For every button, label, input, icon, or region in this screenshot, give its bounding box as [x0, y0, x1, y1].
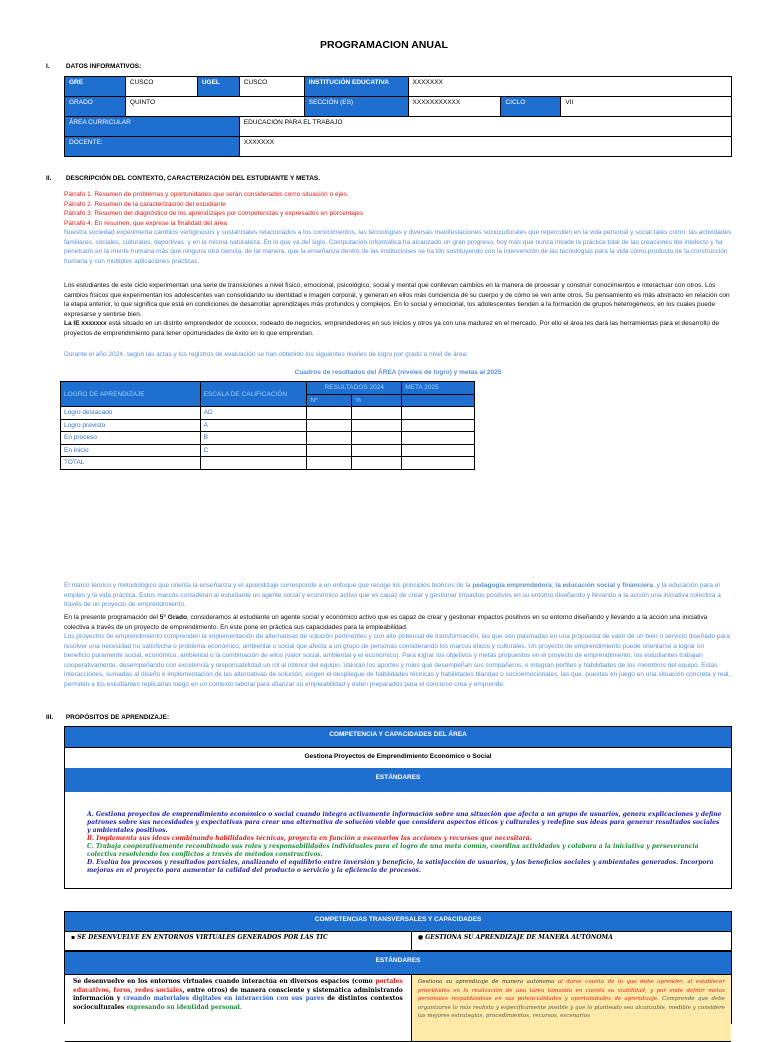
escala-cell: A	[200, 419, 307, 432]
info-table	[64, 76, 732, 157]
tic-text: Se desenvuelve en los entornos virtuales cuando interactúa en diversos espacios (como	[73, 978, 376, 985]
marco-paragraph-3: Los proyectos de emprendimiento comprenden la implementación de alternativas de solución pertinentes y con alto potencial de transformación, las que son plasmadas en una propuesta de valor de un bien o servicio diseñado para resolver una necesidad no satisfecha o problema económico, ambiental o social que afecta a un grupo de personas considerando los marcos éticos y culturales. Un proyecto de emprendimiento puede orientarse a lograr un beneficio puramente social, económico, ambiental o la combinación de ellos (valor social, ambiental y el económico). Para lograr los objetivos y metas propuestos en el proyecto de emprendimiento, los estudiantes trabajan cooperativamente, desempeñando con excelencia y responsabilidad un rol al interior del equipo. Valoran los aportes y roles que desempeñan sus compañeros, e integran perfiles y habilidades de los miembros del equipo. Estas interacciones, sumadas al diseño e implementación de las alternativas de solución, exigen el despliegue de habilidades técnicas y habilidades blandas o socioemocionales, las que, puestas en juego en una situación concreta y real, permiten a los estudiantes replicarlas luego en un contexto laboral para afianzar su empleabilidad y estén preparados para el concurso crea y emprende.	[64, 633, 731, 688]
logro-cell: En proceso	[61, 432, 201, 445]
logro-cell: TOTAL	[61, 457, 201, 470]
grado-label: GRADO	[65, 97, 126, 117]
section-3-heading	[46, 714, 169, 721]
standard-item	[87, 859, 723, 875]
standard-text: Trabaja cooperativamente recombinado sus roles y responsabilidades individuales para el logro de una meta común, coordina actividades y colabora a la iniciativa y perseverancia colectiva resolviendo los conflictos a través de métodos constructivos.	[87, 843, 699, 858]
school-text: está situado en un distrito emprendedor de xxxxxxx, rodeado de negocios, emprendedores en sus inicios y otros ya con una madurez en el mercado. Por ello el área les dará las herramientas para el desarrollo de proyectos de emprendimiento para tener oportunidades de éxito en lo que emprendan.	[64, 320, 720, 337]
table-row	[61, 457, 475, 470]
header-escala: ESCALA DE CALIFICACIÓN	[200, 382, 307, 407]
marco-paragraph-2	[64, 613, 732, 632]
marco-bold: pedagogía emprendedora	[472, 582, 552, 589]
ugel-value: CUSCO	[239, 77, 304, 97]
comp1-cell: ▪ SE DESENVUELVE EN ENTORNOS VIRTUALES GENERADOS POR LAS TIC	[65, 932, 411, 951]
pct-cell	[352, 419, 402, 432]
tic-text: , entre otros) de manera consciente y sistemática administrando	[182, 986, 403, 994]
standard-item	[87, 811, 723, 835]
school-paragraph	[64, 319, 732, 338]
grade-bold: 5° Grado	[159, 614, 187, 621]
comp2-name: GESTIONA SU APRENDIZAJE DE MANERA AUTÓNOMA	[425, 934, 613, 941]
logro-cell: Logro destacado	[61, 407, 201, 420]
competencia-name: Gestiona Proyectos de Emprendimiento Económico o Social	[65, 747, 731, 768]
guide-item: Párrafo 3. Resumen del diagnóstico de los aprendizajes por competencias y expresados en porcentajes	[64, 210, 364, 218]
tic-text: de distintos contextos socioculturales	[73, 995, 403, 1011]
marco-paragraph-1	[64, 581, 732, 610]
header-pct: %	[352, 394, 402, 407]
header-n: Nº	[307, 394, 352, 407]
header-resultados: RESULTADOS 2024	[307, 382, 402, 395]
standard-letter: A.	[87, 811, 94, 818]
transversal-standards-table	[65, 974, 731, 1042]
standard-letter: B.	[87, 835, 95, 842]
standard-text: Evalúa los procesos y resultados parciales, analizando el equilibrio entre inversión y beneficio, la satisfacción de usuarios, y los beneficios sociales y ambientales generados. Incorpora mejoras en el proyecto para aumentar la calidad del producto o servicio y la eficiencia de procesos.	[87, 859, 714, 874]
page-title: PROGRAMACION ANUAL	[320, 39, 448, 51]
standard-item	[87, 835, 723, 843]
tic-text: expresando su identidad personal.	[126, 1003, 242, 1011]
tic-standard	[65, 975, 411, 1042]
header-meta-blank	[402, 394, 475, 407]
escala-cell: B	[200, 432, 307, 445]
transversal-estandares: ESTÁNDARES	[65, 951, 731, 974]
standard-letter: C.	[87, 843, 94, 850]
competencia-box	[64, 726, 732, 889]
standard-text: Gestiona proyectos de emprendimiento económico o social cuando integra activamente información sobre una situación que afecta a un grupo de usuarios, genera explicaciones y define patrones sobre sus necesidades y expectativas para crear una alternativa de solución viable que considera aspectos éticos y culturales y redefine sus ideas para generar resultados sociales y ambientales positivos.	[87, 811, 722, 834]
standard-letter: D.	[87, 859, 95, 866]
autonomo-standard	[411, 975, 731, 1042]
section-3-number: III.	[46, 714, 54, 721]
results-table	[60, 381, 475, 470]
marco-text: , consideramos al estudiante un agente social y económico activo que es capaz de crear y gestionar impactos positivos en su entorno diseñando y llevando a la acción una iniciativa colectiva a través de un proyecto de emprendimiento. En este pone en práctica sus capacidades para la empleabilidad.	[64, 614, 708, 631]
seccion-value: XXXXXXXXXXX	[408, 97, 501, 117]
tic-text: y	[113, 995, 124, 1002]
guide-item: Párrafo 4. En resumen, que exprese la finalidad del área	[64, 219, 227, 227]
ie-label: INSTITUCIÓN EDUCATIVA	[304, 77, 408, 97]
tic-text: portales educativos, foros, redes sociales	[73, 978, 403, 994]
ugel-label: UGEL	[197, 77, 239, 97]
transversal-box	[64, 911, 732, 1024]
section-2-title: DESCRIPCIÓN DEL CONTEXTO, CARACTERIZACIÓN DEL ESTUDIANTE Y METAS.	[65, 175, 321, 182]
pct-cell	[352, 444, 402, 457]
header-logro: LOGRO DE APRENDIZAJE	[61, 382, 201, 407]
results-caption: Cuadros de resultados del ÁREA (niveles de logro) y metas al 2025	[294, 369, 502, 376]
escala-cell: AD	[200, 407, 307, 420]
header-meta: META 2025	[402, 382, 475, 395]
guide-list	[64, 190, 732, 228]
guide-item: Párrafo 2. Resumen de la caracterización del estudiante	[64, 200, 226, 208]
guide-item: Párrafo 1. Resumen de problemas y oportunidades que serán considerados como situación o ejes.	[64, 191, 349, 198]
estandares-list	[65, 811, 731, 875]
escala-cell	[200, 457, 307, 470]
docente-label: DOCENTE:	[65, 137, 240, 157]
school-name: La IE xxxxxxx	[64, 320, 107, 327]
marco-bold: la educación social y financiera	[555, 582, 653, 589]
ciclo-value: VII	[561, 97, 732, 117]
section-1-heading	[46, 63, 141, 70]
marco-text: ,	[551, 582, 556, 589]
student-paragraph: Los estudiantes de este ciclo experimentan una serie de transiciones a nivel físico, emocional, psicológico, social y mental que conllevan cambios en la manera de procesar y construir conocimientos e interactuar con otros. Los cambios físicos que experimentan los adolescentes van consolidando su identidad e imagen corporal, y generan en ellos más conciencia de su cuerpo y de cómo se ven ante otros. Su pensamiento es más abstracto en relación con la etapa anterior, lo que significa que está en condiciones de desarrollar aprendizajes más profundos y complejos. En lo social y emocional, los adolescentes tienden a la formación de grupos heterogéneos, en los cuales puede expresarse y sentirse bien.	[64, 282, 730, 318]
meta-cell	[402, 419, 475, 432]
area-value: EDUCACION PARA EL TRABAJO	[239, 117, 731, 137]
standard-text: Implementa sus ideas combinando habilidades técnicas, proyecta en función a escenarios las acciones y recursos que necesitará.	[96, 835, 532, 842]
logro-cell: En inicio	[61, 444, 201, 457]
pct-cell	[352, 457, 402, 470]
n-cell	[307, 457, 352, 470]
tic-text: creando materiales digitales en interacción con sus pares	[123, 995, 325, 1002]
meta-cell	[402, 457, 475, 470]
meta-cell	[402, 407, 475, 420]
table-row	[61, 444, 475, 457]
marco-text: El marco teórico y metodológico que orienta la enseñanza y el aprendizaje corresponde a un enfoque que recoge los principios teóricos de la	[64, 582, 473, 589]
gre-value: CUSCO	[125, 77, 197, 97]
results-intro: Durante el año 2024, según las actas y los registros de evaluación se han obtenido los siguientes niveles de logro por grado a nivel de área:	[64, 351, 468, 358]
estandares-header: ESTÁNDARES	[65, 768, 731, 792]
marco-text: En la presente programación del	[64, 614, 160, 621]
n-cell	[307, 419, 352, 432]
table-row	[61, 432, 475, 445]
section-1-number: I.	[46, 63, 50, 70]
meta-cell	[402, 444, 475, 457]
transversal-table	[65, 931, 731, 951]
tic-text: información	[73, 995, 114, 1002]
area-label: ÁREA CURRICULAR	[65, 117, 240, 137]
comp2-cell: ● GESTIONA SU APRENDIZAJE DE MANERA AUTÓNOMA	[411, 932, 731, 951]
pct-cell	[352, 407, 402, 420]
table-row	[61, 407, 475, 420]
context-paragraph: Nuestra sociedad experimenta cambios vertiginosos y sustanciales relacionados a los conocimientos, las tecnologías y diversas manifestaciones socioculturales que repercuten en la vida personal y social tales como: las actividades familiares, sociales, culturales, deportivas; y en la misma naturaleza. En lo que va del siglo, Computación Informática ha alcanzado un gran progreso; hoy más que nunca invade la práctica total de las creaciones del intelecto y ha penetrado en la mente humana más que ninguna otra ciencia, de tal manera, que la enseñanza dentro de las instituciones se ha ido sustituyendo con la intervención de las tecnologías para la vida como producto de la construcción humana y con múltiples aplicaciones prácticas.	[64, 229, 732, 265]
standard-item	[87, 843, 723, 859]
autonomo-text: al darse cuenta de lo que debe aprender, al establecer prioridades en la realización de una tarea tomando en cuenta su viabilidad, y por ende definir metas personales respaldándose en sus potencialidades y oportunidades de aprendizaje.	[417, 979, 725, 1002]
section-2-heading	[46, 175, 320, 182]
n-cell	[307, 407, 352, 420]
grado-value: QUINTO	[125, 97, 304, 117]
marco-text: , y la educación para el empleo y la vida práctica. Estos marcos consideran al estudiante un agente social y económico activo que es capaz de crear y gestionar impactos positivos en su entorno diseñando y llevando a la acción una iniciativa colectiva a través de un proyecto de emprendimiento.	[64, 582, 721, 609]
section-1-title: DATOS INFORMATIVOS:	[65, 63, 142, 70]
section-3-title: PROPÓSITOS DE APRENDIZAJE:	[65, 714, 170, 721]
section-2-number: II.	[46, 175, 52, 182]
autonomo-text: Gestiona su aprendizaje de manera autónoma	[417, 979, 558, 985]
ciclo-label: CICLO	[501, 97, 561, 117]
competencia-header: COMPETENCIA Y CAPACIDADES DEL ÁREA	[65, 727, 731, 747]
docente-value: XXXXXXX	[239, 137, 731, 157]
ie-value: XXXXXXX	[408, 77, 731, 97]
logro-cell: Logro previsto	[61, 419, 201, 432]
table-row	[61, 419, 475, 432]
escala-cell: C	[200, 444, 307, 457]
autonomo-text: Comprende que debe organizarse lo más realista y específicamente posible y que lo planteado sea alcanzable, medible y considere las mejores estrategias, procedimientos, recursos, escenarios	[417, 996, 725, 1019]
pct-cell	[352, 432, 402, 445]
n-cell	[307, 432, 352, 445]
transversal-header: COMPETENCIAS TRANSVERSALES Y CAPACIDADES	[65, 912, 731, 931]
n-cell	[307, 444, 352, 457]
seccion-label: SECCIÓN (ES)	[304, 97, 408, 117]
comp1-name: SE DESENVUELVE EN ENTORNOS VIRTUALES GENERADOS POR LAS TIC	[77, 934, 328, 941]
meta-cell	[402, 432, 475, 445]
gre-label: GRE	[65, 77, 126, 97]
